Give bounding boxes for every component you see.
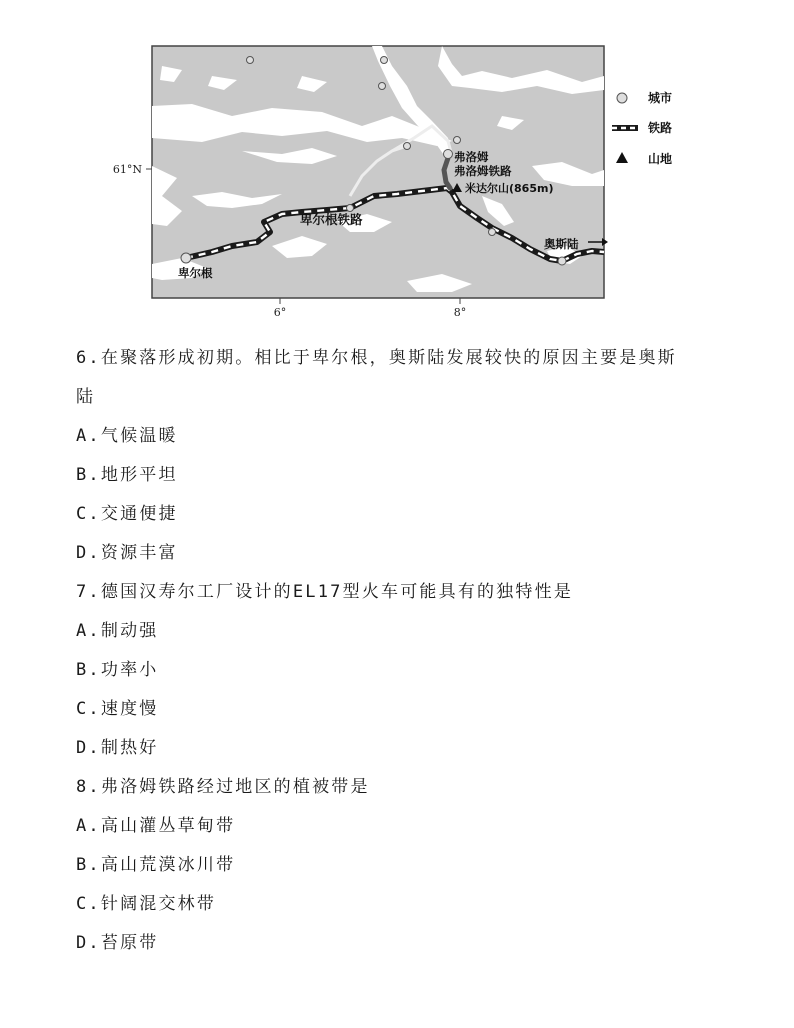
question-6-stem-line2: 陆 bbox=[76, 387, 96, 407]
question-7-option-d[interactable]: D.制热好 bbox=[76, 738, 159, 758]
map-legend bbox=[612, 90, 672, 166]
question-6-number: 6. bbox=[76, 348, 101, 368]
label-flam-railway: 弗洛姆铁路 bbox=[454, 164, 512, 178]
question-8-number: 8. bbox=[76, 777, 101, 797]
city-bergen-marker bbox=[181, 253, 191, 263]
label-flam: 弗洛姆 bbox=[454, 150, 489, 164]
question-6-option-c[interactable]: C.交通便捷 bbox=[76, 504, 178, 524]
question-8-option-b[interactable]: B.高山荒漠冰川带 bbox=[76, 855, 236, 875]
city-marker bbox=[381, 57, 388, 64]
question-7-text: 德国汉寿尔工厂设计的EL17型火车可能具有的独特性是 bbox=[100, 582, 574, 602]
legend-city-label: 城市 bbox=[648, 91, 673, 105]
city-marker bbox=[347, 205, 354, 212]
question-7-option-b[interactable]: B.功率小 bbox=[76, 660, 159, 680]
question-6-option-d[interactable]: D.资源丰富 bbox=[76, 543, 178, 563]
city-marker bbox=[379, 83, 386, 90]
legend-railway-label: 铁路 bbox=[648, 121, 673, 135]
question-7-option-c[interactable]: C.速度慢 bbox=[76, 699, 159, 719]
question-6-text: 在聚落形成初期。相比于卑尔根，奥斯陆发展较快的原因主要是奥斯 bbox=[100, 348, 677, 368]
label-bergen: 卑尔根 bbox=[178, 266, 213, 280]
legend-mountain-label: 山地 bbox=[648, 152, 673, 166]
question-6-stem-line1 bbox=[76, 343, 677, 368]
city-marker bbox=[489, 229, 496, 236]
question-7-number: 7. bbox=[76, 582, 101, 602]
city-marker bbox=[404, 143, 411, 150]
question-7-stem bbox=[76, 577, 573, 602]
railway-map bbox=[112, 46, 682, 326]
label-bergen-railway: 卑尔根铁路 bbox=[300, 212, 363, 227]
question-8-stem bbox=[76, 772, 370, 797]
question-8-option-c[interactable]: C.针阔混交林带 bbox=[76, 894, 217, 914]
city-oslo-marker bbox=[558, 257, 566, 265]
question-8-text: 弗洛姆铁路经过地区的植被带是 bbox=[100, 777, 370, 797]
longitude-label-6: 6° bbox=[273, 306, 287, 319]
city-marker bbox=[247, 57, 254, 64]
latitude-label: 61°N bbox=[112, 163, 142, 176]
question-6-option-a[interactable]: A.气候温暖 bbox=[76, 426, 178, 446]
legend-city-icon bbox=[617, 93, 627, 103]
legend-mountain-icon bbox=[616, 152, 628, 163]
city-marker bbox=[454, 137, 461, 144]
city-flam-marker bbox=[444, 150, 453, 159]
question-7-option-a[interactable]: A.制动强 bbox=[76, 621, 159, 641]
question-8-option-a[interactable]: A.高山灌丛草甸带 bbox=[76, 816, 236, 836]
label-oslo: 奥斯陆 bbox=[544, 237, 579, 251]
question-8-option-d[interactable]: D.苔原带 bbox=[76, 933, 159, 953]
question-6-option-b[interactable]: B.地形平坦 bbox=[76, 465, 178, 485]
label-myrdal: 米达尔山(865m) bbox=[465, 182, 554, 195]
longitude-label-8: 8° bbox=[453, 306, 467, 319]
